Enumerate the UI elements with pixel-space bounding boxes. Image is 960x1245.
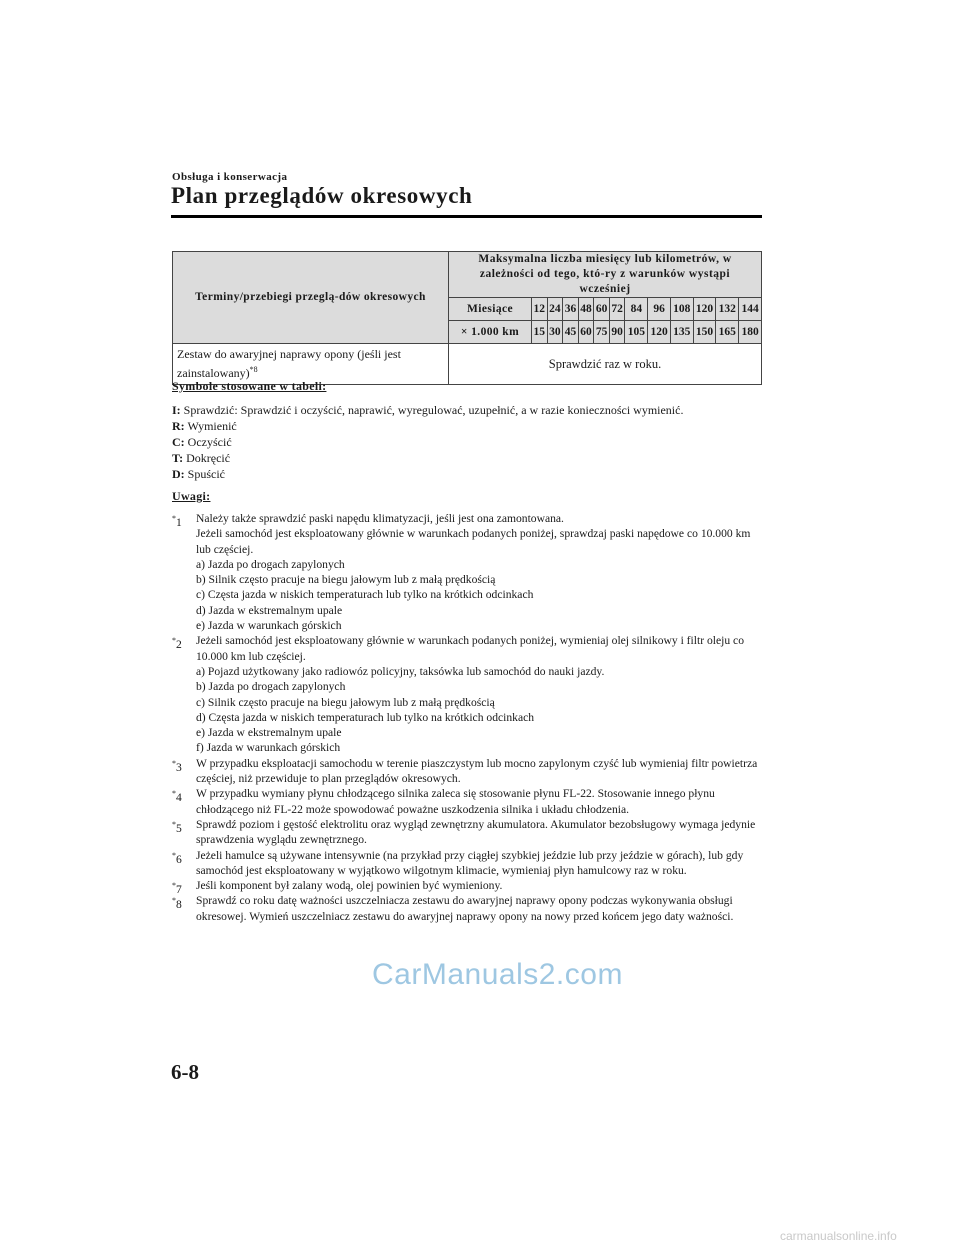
note-line: b) Silnik często pracuje na biegu jałowym lub z małą prędkością bbox=[196, 573, 496, 587]
note-asterisk: * bbox=[172, 881, 176, 891]
note-number: 3 bbox=[176, 760, 182, 774]
km-label: × 1.000 km bbox=[449, 321, 532, 344]
schedule-top-header: Maksymalna liczba miesięcy lub kilometrów, w zależności od tego, któ-ry z warunków wystąpi wcześniej bbox=[449, 252, 762, 298]
note-asterisk: * bbox=[172, 789, 176, 799]
note-line: c) Silnik często pracuje na biegu jałowym lub z małą prędkością bbox=[196, 695, 495, 709]
title-rule bbox=[171, 215, 762, 218]
symbol-item bbox=[172, 466, 683, 482]
note-marker bbox=[172, 756, 182, 775]
note-line: d) Jazda w ekstremalnym upale bbox=[196, 603, 343, 617]
symbol-item bbox=[172, 418, 683, 434]
month-cell: 72 bbox=[609, 298, 625, 321]
schedule-left-header: Terminy/przebiegi przeglą-dów okresowych bbox=[173, 252, 449, 344]
symbol-item bbox=[172, 450, 683, 466]
month-cell: 108 bbox=[670, 298, 693, 321]
note-item bbox=[172, 511, 764, 633]
km-cell: 90 bbox=[609, 321, 625, 344]
symbol-text: Wymienić bbox=[187, 419, 237, 433]
row-item: Zestaw do awaryjnej naprawy opony (jeśli jest zainstalowany)$^{*8}$ bbox=[173, 344, 449, 385]
note-marker bbox=[172, 848, 182, 867]
note-line: W przypadku wymiany płynu chłodzącego silnika zaleca się stosowanie płynu FL-22. Stosowanie innego płynu chłodzącego niż FL-22 może spowodować poważne uszkodzenia silnika i układu chłodzenia. bbox=[196, 787, 715, 816]
row-rule: Sprawdzić raz w roku. bbox=[449, 344, 762, 385]
note-ref: *8 bbox=[249, 365, 258, 374]
symbol-item bbox=[172, 402, 683, 418]
symbols-title: Symbole stosowane w tabeli: bbox=[172, 379, 327, 393]
footer-url: carmanualsonline.info bbox=[780, 1229, 897, 1243]
month-cell: 60 bbox=[594, 298, 610, 321]
km-cell: 30 bbox=[547, 321, 563, 344]
note-line: Jeżeli samochód jest eksploatowany głównie w warunkach podanych poniżej, sprawdzaj paski napędowe co 10.000 km lub częściej. bbox=[196, 527, 751, 556]
note-line: Sprawdź poziom i gęstość elektrolitu oraz wygląd zewnętrzny akumulatora. Akumulator bezobsługowy wymaga jedynie sprawdzenia wyglądu zewnętrznego. bbox=[196, 817, 756, 847]
note-item bbox=[172, 893, 764, 924]
km-cell: 60 bbox=[578, 321, 594, 344]
note-line: a) Jazda po drogach zapylonych bbox=[196, 557, 345, 571]
symbols-list bbox=[172, 402, 683, 482]
note-item bbox=[172, 633, 764, 755]
note-number: 6 bbox=[176, 852, 182, 866]
note-asterisk: * bbox=[172, 758, 176, 768]
note-marker bbox=[172, 786, 182, 805]
note-line: a) Pojazd użytkowany jako radiowóz policyjny, taksówka lub samochód do nauki jazdy. bbox=[196, 664, 605, 678]
km-cell: 135 bbox=[670, 321, 693, 344]
note-asterisk: * bbox=[172, 636, 176, 646]
section-label: Obsługa i konserwacja bbox=[172, 171, 288, 183]
note-line: b) Jazda po drogach zapylonych bbox=[196, 680, 346, 694]
notes-list bbox=[172, 511, 764, 924]
km-cell: 75 bbox=[594, 321, 610, 344]
note-item bbox=[172, 878, 764, 896]
note-asterisk: * bbox=[172, 896, 176, 906]
note-marker bbox=[172, 817, 182, 836]
maintenance-schedule-table bbox=[172, 251, 762, 385]
note-marker bbox=[172, 633, 182, 652]
km-cell: 105 bbox=[625, 321, 648, 344]
symbol-item bbox=[172, 434, 683, 450]
km-cell: 15 bbox=[532, 321, 548, 344]
symbol-text: Oczyścić bbox=[187, 435, 232, 449]
km-cell: 120 bbox=[648, 321, 671, 344]
note-line: W przypadku eksploatacji samochodu w terenie piaszczystym lub mocno zapylonym czyść lub wymieniaj filtr powietrza częściej, niż przewiduje to plan przeglądów okresowych. bbox=[196, 756, 758, 786]
symbol-key: I: bbox=[172, 403, 181, 417]
km-cell: 45 bbox=[563, 321, 579, 344]
month-cell: 120 bbox=[693, 298, 716, 321]
month-cell: 144 bbox=[739, 298, 762, 321]
note-line: Należy także sprawdzić paski napędu klimatyzacji, jeśli jest ona zamontowana. bbox=[196, 512, 564, 525]
note-number: 8 bbox=[176, 898, 182, 912]
note-line: d) Częsta jazda w niskich temperaturach lub tylko na krótkich odcinkach bbox=[196, 710, 535, 724]
note-number: 1 bbox=[176, 515, 182, 529]
symbol-text: Dokręcić bbox=[186, 451, 231, 465]
symbol-key: R: bbox=[172, 419, 185, 433]
month-cell: 36 bbox=[563, 298, 579, 321]
note-line: e) Jazda w warunkach górskich bbox=[196, 619, 342, 633]
month-cell: 96 bbox=[648, 298, 671, 321]
note-item bbox=[172, 756, 764, 787]
note-number: 5 bbox=[176, 821, 182, 835]
symbol-key: T: bbox=[172, 451, 184, 465]
month-cell: 12 bbox=[532, 298, 548, 321]
note-item bbox=[172, 817, 764, 848]
symbol-key: C: bbox=[172, 435, 185, 449]
month-cell: 132 bbox=[716, 298, 739, 321]
note-item bbox=[172, 786, 764, 817]
km-cell: 180 bbox=[739, 321, 762, 344]
page-number: 6-8 bbox=[171, 1060, 199, 1084]
months-label: Miesiące bbox=[449, 298, 532, 321]
note-line: c) Częsta jazda w niskich temperaturach lub tylko na krótkich odcinkach bbox=[196, 588, 534, 602]
note-line: Jeśli komponent był zalany wodą, olej powinien być wymieniony. bbox=[196, 879, 503, 893]
watermark-text: CarManuals2.com bbox=[372, 958, 623, 991]
month-cell: 48 bbox=[578, 298, 594, 321]
note-asterisk: * bbox=[172, 850, 176, 860]
note-line: Jeżeli samochód jest eksploatowany głównie w warunkach podanych poniżej, wymieniaj olej silnikowy i filtr oleju co 10.000 km lub częściej. bbox=[196, 634, 744, 663]
note-marker bbox=[172, 511, 182, 530]
note-asterisk: * bbox=[172, 819, 176, 829]
note-line: e) Jazda w ekstremalnym upale bbox=[196, 726, 342, 740]
note-line: f) Jazda w warunkach górskich bbox=[196, 741, 341, 755]
symbol-text: Spuścić bbox=[187, 467, 226, 481]
symbol-text: Sprawdzić: Sprawdzić i oczyścić, naprawić, wyregulować, uzupełnić, a w razie konieczności wymienić. bbox=[183, 403, 684, 417]
page-title: Plan przeglądów okresowych bbox=[171, 183, 473, 208]
note-line: Jeżeli hamulce są używane intensywnie (na przykład przy ciągłej szybkiej jeździe lub przy jeździe w górach), lub gdy samochód jest eksploatowany w wyjątkowo wilgotnym klimacie, wymieniaj płyn hamulcowy raz w roku. bbox=[196, 848, 744, 877]
note-marker bbox=[172, 893, 182, 912]
symbol-key: D: bbox=[172, 467, 185, 481]
note-asterisk: * bbox=[172, 514, 176, 523]
km-cell: 150 bbox=[693, 321, 716, 344]
note-number: 2 bbox=[176, 638, 182, 652]
note-line: Sprawdź co roku datę ważności uszczelniacza zestawu do awaryjnej naprawy opony podczas wykonywania obsługi okresowej. Wymień uszczelniacz zestawu do awaryjnej naprawy opony na nowy przed końcem jego daty ważności. bbox=[196, 894, 734, 923]
month-cell: 84 bbox=[625, 298, 648, 321]
note-number: 4 bbox=[176, 791, 182, 805]
notes-title: Uwagi: bbox=[172, 489, 211, 503]
note-item bbox=[172, 848, 764, 879]
note-number: 7 bbox=[176, 882, 182, 896]
km-cell: 165 bbox=[716, 321, 739, 344]
month-cell: 24 bbox=[547, 298, 563, 321]
